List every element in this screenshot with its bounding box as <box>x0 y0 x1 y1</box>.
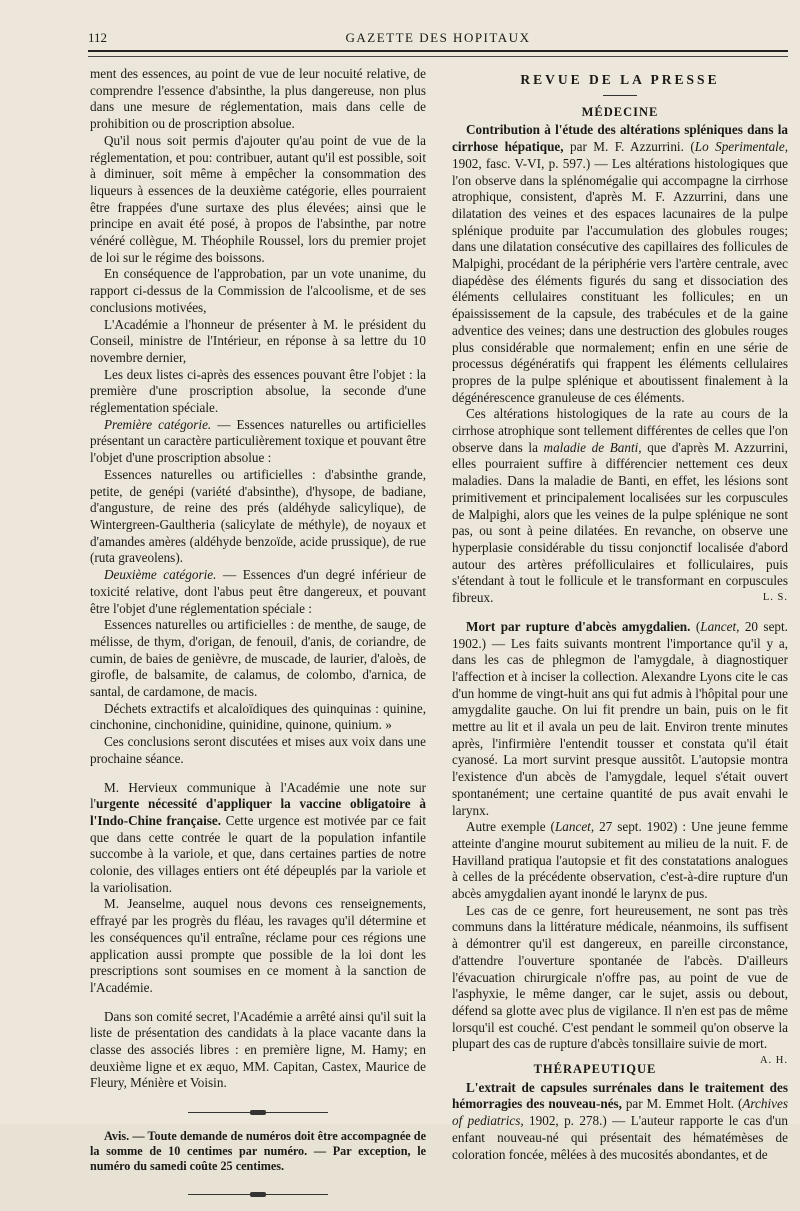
reference-text: par M. Emmet Holt. ( <box>621 1096 743 1112</box>
journal-name: Lo Sperimentale, <box>694 139 788 155</box>
italic-term: maladie de Banti, <box>543 439 642 455</box>
paragraph: Essences naturelles ou artificielles : de menthe, de sauge, de mélisse, de thym, d'origan, de fenouil, d'anis, de coriandre, de cumin, de baies de genièvre, de muscade, de laurier, d'aloès, de girofle, de balsamite, de calamus, de colombo, d'arnica, de santal, de cardamone, de macis. <box>90 617 426 700</box>
article-2 <box>452 619 788 819</box>
paragraph-text: 27 sept. 1902) : Une jeune femme atteinte d'angine mourut subitement au milieu de la nuit. F. de Havilland pratiqua l'autopsie et fit des constatations analogues à celles de la précédente observation, c'est-à-dire rupture d'un abcès amygdalien ayant inondé le larynx de pus. <box>452 819 788 902</box>
article-3 <box>452 1080 788 1164</box>
paragraph: M. Jeanselme, auquel nous devons ces renseignements, effrayé par les progrès du fléau, les ravages qu'il détermine et les conséquences qu'il entraîne, réclame pour ces régions une application aussi prompte que possible de la loi dont les prescriptions sont soumises en ce moment à la sanction de l'Académie. <box>90 896 426 995</box>
paragraph: Ces conclusions seront discutées et mises aux voix dans une prochaine séance. <box>90 734 426 766</box>
article-body: 1902, p. 278.) — L'auteur rapporte le cas d'un enfant nouveau-né qui présentait des hématémèses de coloration foncée, mêlées à des mucosités abondantes, et de <box>452 1113 788 1162</box>
author-initials: L. S. <box>762 592 788 604</box>
paragraph <box>90 567 426 617</box>
reference-text: ( <box>690 618 701 634</box>
bold-phrase: urgente nécessité d'appliquer la vaccine obligatoire à l'Indo-Chine française. <box>90 796 426 828</box>
paragraph <box>452 406 788 606</box>
page-number: 112 <box>88 30 108 45</box>
article-body: 20 sept. 1902.) — Les faits suivants montrent l'importance qu'il y a, dans les cas de phlegmon de l'amygdale, à diagnostiquer l'affection et à inciser la collection. Alexandre Lyons cite le cas d'un homme de vingt-huit ans qui fut admis à l'hôpital pour une amygdalite gauche. On lui fit prendre un bain, puis on le fit mettre au lit et il avala un peu de lait. Environ trente minutes après, l'infirmière l'entendit tousser et constata qu'il était cyanosé. La mort survint presque aussitôt. L'autopsie montra l'existence d'un abcès de l'amygdale, lequel s'était ouvert spontanément; une certaine quantité de pus avait envahi le larynx. <box>452 618 788 818</box>
paragraph: Qu'il nous soit permis d'ajouter qu'au point de vue de la réglementation, et pou: contribuer, autant qu'il est possible, soit à diminuer, soit même à empêcher la consommation des liqueurs à essences de la deuxième catégorie, elles pourraient être frappées d'une surtaxe des plus élevées; ainsi que le principe en avait été posé, à propos de l'absinthe, par notre vénéré collègue, M. Théophile Roussel, lors du premier projet de loi sur le régime des boissons. <box>90 132 426 265</box>
article-title: Mort par rupture d'abcès amygdalien. <box>466 618 691 634</box>
journal-name: Lancet, <box>700 618 740 634</box>
paragraph-text: Cette urgence est motivée par ce fait que dans cette contrée le quart de la population infantile succombe à la variole, et que, dans certaines parties de notre colonie, des villages entiers ont été dépeuplés par la variole et la variolisation. <box>90 812 427 895</box>
article-body: 1902, fasc. V-VI, p. 597.) — Les altérations histologiques que l'on observe dans la splénomégalie qui accompagne la cirrhose atrophique, consistent, d'après M. F. Azzurrini, dans une dilatation des veines et des espaces lacunaires de la pulpe splénique produite par l'accumulation des globules rouges; dans une dilatation consécutive des capillaires des follicules de Malpighi, procédant de la périphérie vers l'artère centrale, avec diapédèse des éléments figurés du sang et dissociation des éléments cellulaires constituant les follicules; en un épaississement de la capsule, des trabécules et de la gaine adventice des veines; dans une destruction des globules rouges plus considérable que normalement; enfin en une série de processus dégénératifs qui frappent les éléments cellulaires propres de la pulpe splénique et aboutissent finalement à la dégénérescence granuleuse de ces éléments. <box>452 155 788 405</box>
paragraph <box>452 902 788 1067</box>
paragraph-text: — Essences d'un degré inférieur de toxicité relative, dont l'abus peut être dangereux, et pouvant être l'objet d'une réglementation spéciale : <box>90 567 426 616</box>
paragraph: En conséquence de l'approbation, par un vote unanime, du rapport ci-dessus de la Commission de l'alcoolisme, et de ses conclusions motivées, <box>90 266 426 315</box>
short-rule <box>603 95 637 96</box>
paragraph-text: Les cas de ce genre, fort heureusement, ne sont pas très communs dans la littérature médicale, néanmoins, ils suffisent à démontrer qu'il est dangereux, en pareille circonstance, d'attendre l'ouverture spontanée de l'abcès. D'ailleurs l'évacuation chirurgicale n'offre pas, au point de vue de l'asphyxie, le même danger, car le sujet, assis ou debout, défend sa glotte avec plus de vigilance. Il n'en est pas de même lorsqu'il est couché. C'est pendant le sommeil qu'on observe la plupart des cas de rupture d'abcès tonsillaire suivie de mort. <box>452 902 788 1052</box>
subsection-title: MÉDECINE <box>581 104 659 119</box>
category-label: Deuxième catégorie. <box>104 567 217 583</box>
article-1 <box>452 122 788 406</box>
paragraph <box>452 819 788 903</box>
author-initials: A. H. <box>759 1055 788 1067</box>
ornament-divider <box>90 1102 426 1119</box>
paragraph: L'Académie a l'honneur de présenter à M. le président du Conseil, ministre de l'Intérieur, en réponse à sa lettre du 10 novembre dernier, <box>90 316 426 365</box>
article-title: L'extrait de capsules surrénales dans le traitement des hémorragies des nouveau-nés, <box>452 1079 788 1112</box>
left-column <box>90 66 426 1211</box>
article-title: Contribution à l'étude des altérations spléniques dans la cirrhose hépatique, <box>452 122 788 155</box>
paragraph <box>90 417 426 467</box>
paragraph-text: Ces altérations histologiques de la rate au cours de la cirrhose atrophique sont tellement différentes de celles que l'on observe dans la <box>452 406 788 455</box>
journal-name: Archives of pediatrics, <box>452 1096 788 1129</box>
paragraph: Dans son comité secret, l'Académie a arrêté ainsi qu'il suit la liste de présentation des candidats à la place vacante dans la classe des associés libres : en première ligne, M. Hamy; en deuxième ligne et ex æquo, MM. Capitan, Castex, Maurice de Fleury, Ménière et Voisin. <box>90 1008 426 1091</box>
paragraph <box>90 780 426 897</box>
paragraph-text: que d'après M. Azzurrini, elles pourraient suffire à différencier nettement ces deux maladies. Dans la maladie de Banti, en effet, les lésions sont primitivement et principalement localisées sur les corpuscules de Malpighi, alors que les veines de la pulpe splénique ne sont pas, ou sont à peine dilatées. En revanche, on observe une hyperplasie considérable du tissu conjonctif localisée d'abord autour des artères préfolliculaires et folliculaires, puis s'étendant à tout le follicule et le transformant en corpuscules fibreux. <box>452 439 788 606</box>
subsection-title: THÉRAPEUTIQUE <box>533 1062 657 1077</box>
reference-text: par M. F. Azzurrini. ( <box>563 139 695 155</box>
paragraph: Essences naturelles ou artificielles : d'absinthe grande, petite, de genépi (variété d'absinthe), d'hysope, de badiane, d'angusture, de reine des prés (aldéhyde salicylique), de Wintergreen-Gaultheria (salicylate de méthyle), de noyaux et d'amandes amères (aldéhyde benzoïde, acide prussique), de rue (ruta graveolens). <box>90 466 426 566</box>
paragraph: Les deux listes ci-après des essences pouvant être l'objet : la première d'une proscription absolue, la seconde d'une réglementation spéciale. <box>90 366 426 416</box>
right-column <box>452 66 788 1163</box>
paragraph: Déchets extractifs et alcaloïdiques des quinquinas : quinine, cinchonine, cinchonidine, quinidine, quinone, quinium. » <box>90 700 426 733</box>
category-label: Première catégorie. <box>104 416 212 432</box>
header-rule-thin <box>88 56 788 57</box>
running-header <box>88 26 788 50</box>
journal-name: Lancet, <box>554 819 595 835</box>
running-title: GAZETTE DES HOPITAUX <box>345 30 531 45</box>
paragraph: ment des essences, au point de vue de leur nocuité relative, de comprendre l'essence d'absinthe, la plus dangereuse, non plus dans une mesure de réglementation, mais dans celle de prohibition ou de proscription absolue. <box>90 66 426 132</box>
header-rule-thick <box>88 50 788 52</box>
section-title: REVUE DE LA PRESSE <box>520 72 720 87</box>
paragraph-text: — Essences naturelles ou artificielles présentant un caractère particulièrement toxique et pouvant être l'objet d'une proscription absolue : <box>90 416 426 466</box>
ornament-divider <box>90 1184 426 1201</box>
paragraph-text: Autre exemple ( <box>466 819 555 835</box>
paragraph-text: M. Hervieux communique à l'Académie une note sur l' <box>90 779 426 812</box>
notice-avis: Avis. — Toute demande de numéros doit être accompagnée de la somme de 10 centimes par numéro. — Par exception, le numéro du samedi coûte 25 centimes. <box>90 1128 426 1173</box>
